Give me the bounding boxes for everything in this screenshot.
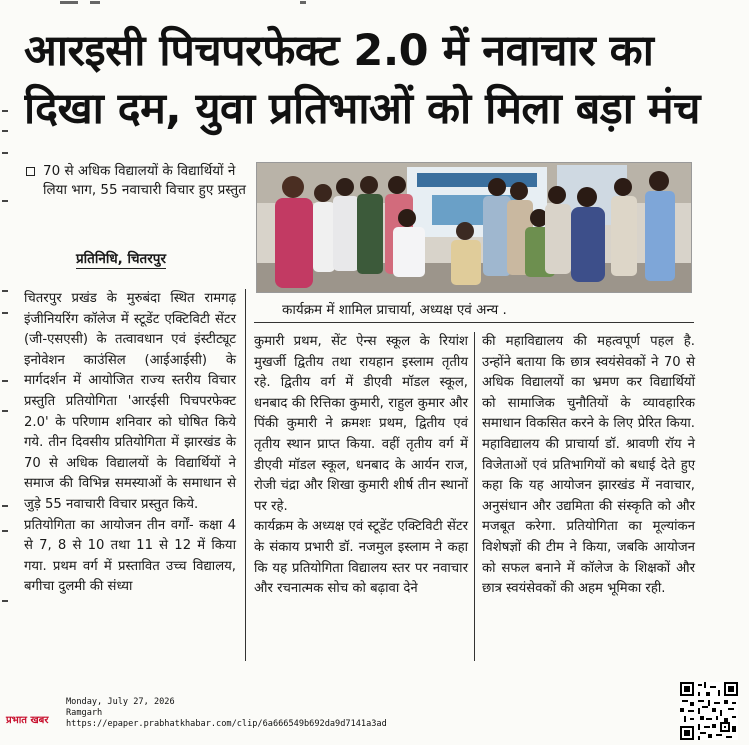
qr-code-icon (680, 682, 738, 740)
headline-line-1: आरइसी पिचपरफेक्ट 2.0 में नवाचार का (24, 26, 654, 76)
clip-edition: Ramgarh (66, 708, 103, 718)
group-photo-illustration (257, 163, 692, 293)
headline-line-2: दिखा दम, युवा प्रतिभाओं को मिला बड़ा मंच (24, 84, 700, 134)
clip-date: Monday, July 27, 2026 (66, 697, 175, 707)
photo-caption: कार्यक्रम में शामिल प्राचार्या, अध्यक्ष एवं अन्य . (282, 302, 507, 318)
clip-metadata (66, 697, 387, 730)
square-bullet-icon (26, 167, 35, 176)
subhead-bullet (26, 162, 251, 200)
article-column-3 (482, 332, 695, 600)
clip-footer (0, 688, 749, 745)
torn-top-edge (0, 0, 749, 10)
article-column-2 (254, 332, 468, 600)
byline: प्रतिनिधि, चितरपुर (76, 251, 166, 267)
news-photo (256, 162, 692, 293)
caption-rule (254, 322, 694, 323)
article-column-1 (24, 289, 236, 598)
column-divider (245, 289, 246, 661)
paragraph: कार्यक्रम के अध्यक्ष एवं स्टूडेंट एक्टिविटी सेंटर के संकाय प्रभारी डॉ. नजमुल इस्लाम ने कहा कि यह प्रतियोगिता विद्यालय स्तर पर नवाचार और रचनात्मक सोच को बढ़ावा देने (254, 519, 468, 597)
subhead-text: 70 से अधिक विद्यालयों के विद्यार्थियों ने लिया भाग, 55 नवाचारी विचार हुए प्रस्तुत (43, 163, 246, 198)
paragraph: प्रतियोगिता का आयोजन तीन वर्गों- कक्षा 4 से 7, 8 से 10 तथा 11 से 12 में किया गया. प्रथम वर्ग में प्रस्तावित उच्च विद्यालय, बगीचा दुलमी की संध्या (24, 517, 236, 595)
paragraph: चितरपुर प्रखंड के मुरुबंदा स्थित रामगढ़ इंजीनियरिंग कॉलेज में स्टूडेंट एक्टिविटी सेंटर (जी-एसएसी) के तत्वावधान एवं इंस्टीट्यूट इनोवेशन काउंसिल (आईआईसी) के मार्गदर्शन में आयोजित राज्य स्तरीय विचार प्रस्तुति प्रतियोगिता 'आरईसी पिचपरफेक्ट 2.0' के परिणाम शनिवार को घोषित किये गये. तीन दिवसीय प्रतियोगिता में झारखंड के 70 से अधिक विद्यालयों के विद्यार्थियों ने समाज की विभिन्न समस्याओं के समाधान से जुड़े 55 नवाचारी विचार प्रस्तुत किये. (24, 291, 236, 512)
adjacent-column-fragment (0, 100, 14, 660)
paragraph: की महाविद्यालय की महत्वपूर्ण पहल है. उन्होंने बताया कि छात्र स्वयंसेवकों ने 70 से अधिक विद्यालयों का भ्रमण कर विद्यार्थियों को सामाजिक चुनौतियों के व्यावहारिक समाधान विकसित करने के लिए प्रेरित किया. महाविद्यालय की प्राचार्या डॉ. श्रावणी रॉय ने विजेताओं एवं प्रतिभागियों को बधाई देते हुए कहा कि यह आयोजन झारखंड में नवाचार, अनुसंधान और उद्यमिता की संस्कृति को और मजबूत करेगा. प्रतियोगिता का मूल्यांकन विशेषज्ञों की टीम ने किया, जबकि आयोजन को सफल बनाने में कॉलेज के शिक्षकों और छात्र स्वयंसेवकों की अहम भूमिका रही. (482, 334, 695, 597)
paragraph: कुमारी प्रथम, सेंट ऐन्स स्कूल के रियांश मुखर्जी द्वितीय तथा रायहान इस्लाम तृतीय रहे. द्वितीय वर्ग में डीएवी मॉडल स्कूल, धनबाद की रित्तिका कुमारी, राहुल कुमार और पिंकी कुमारी ने क्रमशः प्रथम, द्वितीय एवं तृतीय स्थान प्राप्त किया. वहीं तृतीय वर्ग में डीएवी मॉडल स्कूल, धनबाद के आर्यन राज, रोजी चंद्रा और शिखा कुमारी शीर्ष तीन स्थानों पर रहे. (254, 334, 468, 514)
column-divider (474, 332, 475, 661)
clip-url[interactable]: https://epaper.prabhatkhabar.com/clip/6a666549b692da9d7141a3ad (66, 719, 387, 729)
publisher-logo: प्रभात खबर (6, 715, 49, 726)
headline (24, 22, 739, 138)
